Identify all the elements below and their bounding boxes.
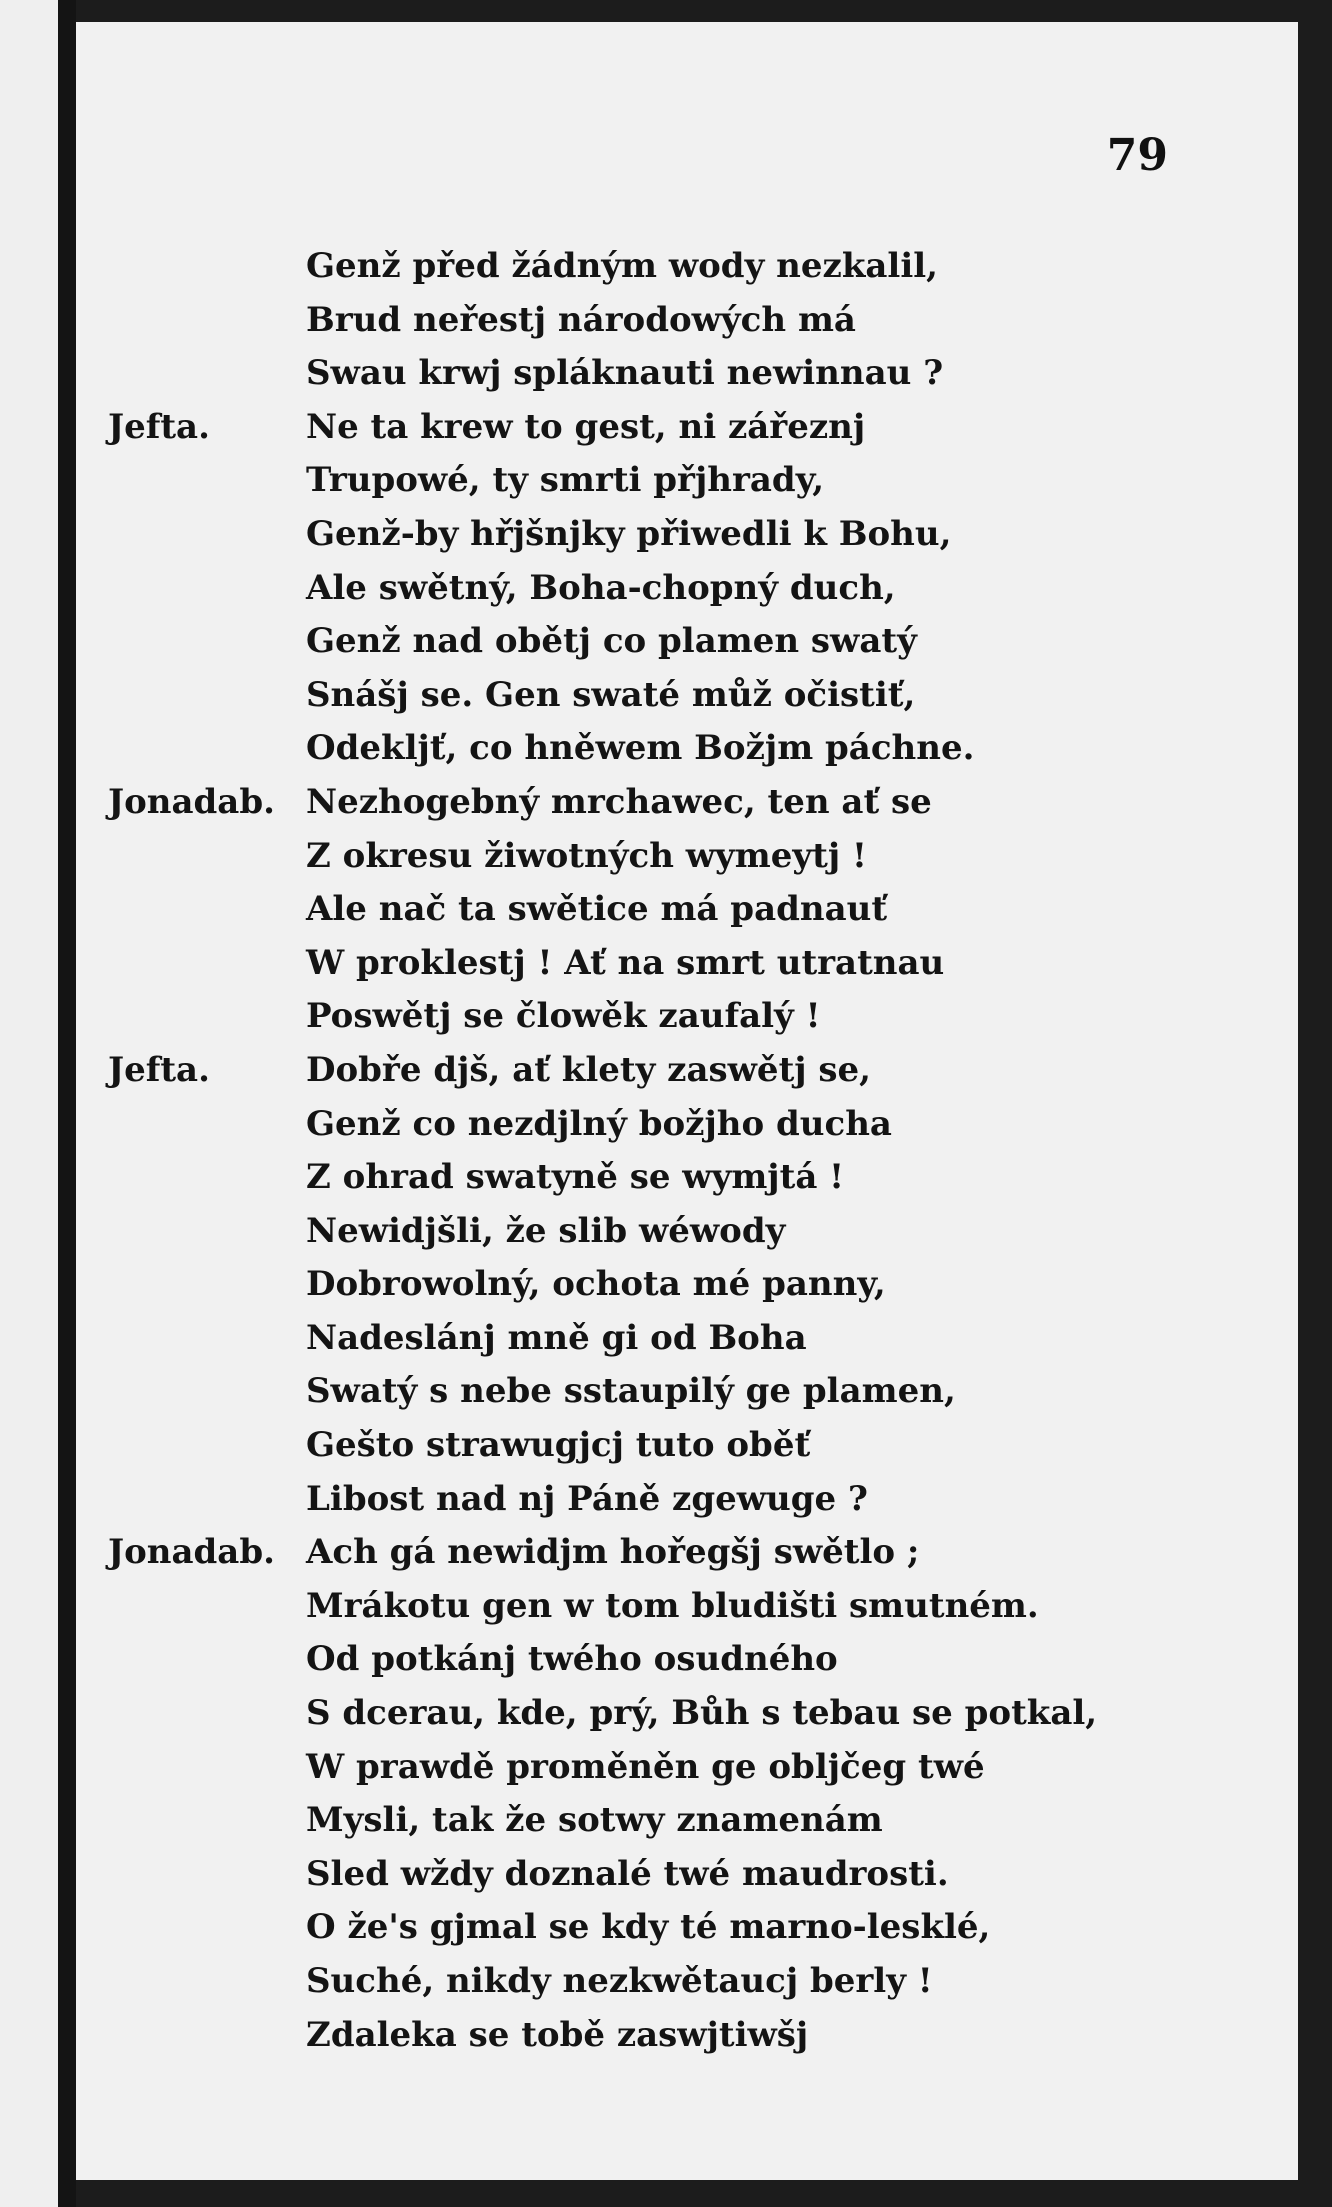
verse-line — [76, 347, 1298, 401]
line-text: Nadeslánj mně gi od Boha — [306, 1317, 807, 1358]
line-text: Ale swětný, Boha-chopný duch, — [306, 567, 896, 608]
verse-line — [76, 722, 1298, 776]
line-text: Genž-by hřjšnjky přiwedli k Bohu, — [306, 513, 952, 554]
line-text: Dobře djš, ať klety zaswětj se, — [306, 1049, 872, 1090]
verse-line — [76, 1419, 1298, 1473]
binding-shadow — [58, 0, 76, 2207]
line-text: Nezhogebný mrchawec, ten ať se — [306, 781, 932, 822]
line-text: Suché, nikdy nezkwětaucj berly ! — [306, 1961, 933, 2001]
line-text: Z ohrad swatyně se wymjtá ! — [306, 1157, 845, 1198]
verse-text — [76, 240, 1298, 2062]
line-text: Trupowé, ty smrti přjhrady, — [306, 460, 825, 501]
speaker-label: Jonadab. — [108, 781, 275, 822]
verse-line — [76, 883, 1298, 937]
verse-line — [76, 1151, 1298, 1205]
verse-line — [76, 990, 1298, 1044]
verse-line — [76, 1258, 1298, 1312]
verse-line — [76, 1794, 1298, 1848]
verse-line — [76, 615, 1298, 669]
line-text: Gešto strawugjcj tuto oběť — [306, 1425, 811, 1466]
verse-line — [76, 1098, 1298, 1152]
verse-line — [76, 1741, 1298, 1795]
verse-line — [76, 1955, 1298, 2009]
page-number: 79 — [1106, 130, 1168, 181]
line-text: W prawdě proměněn ge obljčeg twé — [306, 1746, 985, 1787]
line-text: Libost nad nj Páně zgewuge ? — [306, 1478, 868, 1519]
verse-line — [76, 1901, 1298, 1955]
line-text: Ale nač ta swětice má padnauť — [306, 889, 888, 930]
line-text: Swau krwj spláknauti newinnau ? — [306, 353, 944, 394]
line-text: Genž před žádným wody nezkalil, — [306, 246, 939, 286]
line-text: Odekljť, co hněwem Božjm páchne. — [306, 728, 975, 769]
speaker-label: Jefta. — [108, 406, 210, 447]
verse-line — [76, 1044, 1298, 1098]
verse-line — [76, 669, 1298, 723]
line-text: Mrákotu gen w tom bludišti smutném. — [306, 1585, 1039, 1626]
line-text: Z okresu žiwotných wymeytj ! — [306, 835, 867, 876]
speaker-label: Jonadab. — [108, 1532, 275, 1573]
verse-line — [76, 1312, 1298, 1366]
line-text: Genž co nezdjlný božjho ducha — [306, 1103, 892, 1144]
line-text: Dobrowolný, ochota mé panny, — [306, 1264, 886, 1305]
verse-line — [76, 454, 1298, 508]
line-text: Sled wždy doznalé twé maudrosti. — [306, 1853, 949, 1894]
verse-line — [76, 562, 1298, 616]
verse-line — [76, 1205, 1298, 1259]
verse-line — [76, 508, 1298, 562]
facing-page-edge — [0, 0, 58, 2207]
verse-line — [76, 1687, 1298, 1741]
verse-line — [76, 1580, 1298, 1634]
line-text: Snášj se. Gen swaté můž očistiť, — [306, 674, 916, 715]
verse-line — [76, 2009, 1298, 2063]
verse-line — [76, 240, 1298, 294]
line-text: Od potkánj twého osudného — [306, 1639, 838, 1680]
line-text: Ach gá newidjm hořegšj swětlo ; — [306, 1532, 920, 1573]
line-text: Poswětj se člowěk zaufalý ! — [306, 996, 821, 1037]
verse-line — [76, 1633, 1298, 1687]
line-text: Mysli, tak že sotwy znamenám — [306, 1800, 883, 1841]
line-text: Zdaleka se tobě zaswjtiwšj — [306, 2014, 809, 2055]
line-text: S dcerau, kde, prý, Bůh s tebau se potkal, — [306, 1693, 1098, 1734]
line-text: Ne ta krew to gest, ni zářeznj — [306, 406, 866, 447]
book-page — [76, 22, 1298, 2180]
speaker-label: Jefta. — [108, 1049, 210, 1090]
verse-line — [76, 1365, 1298, 1419]
line-text: Genž nad obětj co plamen swatý — [306, 621, 917, 662]
verse-line — [76, 294, 1298, 348]
line-text: O že's gjmal se kdy té marno-lesklé, — [306, 1907, 991, 1948]
verse-line — [76, 401, 1298, 455]
verse-line — [76, 1526, 1298, 1580]
line-text: W proklestj ! Ať na smrt utratnau — [306, 942, 945, 983]
verse-line — [76, 776, 1298, 830]
line-text: Swatý s nebe sstaupilý ge plamen, — [306, 1371, 956, 1412]
verse-line — [76, 1848, 1298, 1902]
line-text: Newidjšli, že slib wéwody — [306, 1210, 786, 1251]
verse-line — [76, 1473, 1298, 1527]
line-text: Brud neřestj národowých má — [306, 299, 856, 340]
verse-line — [76, 830, 1298, 884]
verse-line — [76, 937, 1298, 991]
